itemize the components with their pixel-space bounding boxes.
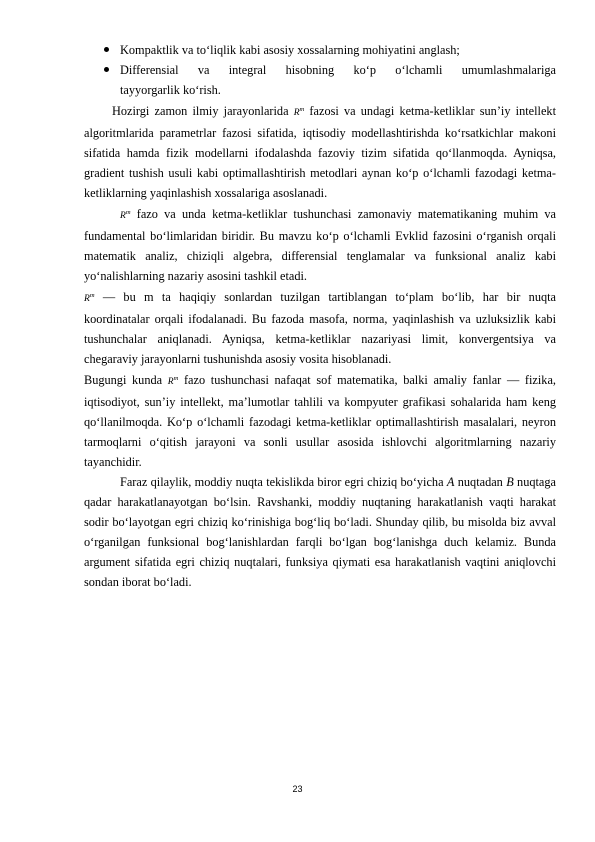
paragraph bbox=[84, 100, 556, 203]
bullet-text-line: tayyorgarlik ko‘rish. bbox=[120, 83, 221, 97]
text-run: Bugungi kunda bbox=[84, 373, 168, 387]
document-body bbox=[84, 40, 556, 592]
math-symbol: R bbox=[293, 108, 300, 118]
math-rm bbox=[84, 294, 95, 304]
math-point-b: B bbox=[506, 475, 514, 489]
math-exponent: m bbox=[173, 375, 179, 382]
math-exponent: m bbox=[125, 209, 131, 216]
text-run: Faraz qilaylik, moddiy nuqta tekislikda biror egri chiziq bo‘yicha bbox=[120, 475, 447, 489]
math-exponent: m bbox=[299, 106, 305, 113]
bullet-dot-icon bbox=[104, 47, 109, 52]
math-symbol: R bbox=[167, 377, 174, 387]
paragraph bbox=[84, 286, 556, 369]
math-rm bbox=[120, 211, 131, 221]
math-symbol: R bbox=[120, 211, 126, 221]
math-exponent: m bbox=[89, 292, 95, 299]
paragraph bbox=[84, 369, 556, 472]
math-rm bbox=[168, 377, 179, 387]
text-run: nuqtadan bbox=[454, 475, 507, 489]
bullet-dot-icon bbox=[104, 67, 109, 72]
text-run: fazosi va undagi ketma-ketliklar sun’iy intellekt algoritmlarida parametrlar fazosi sifatida, iqtisodiy modellashtirishda ko‘rsatkichlar makoni sifatida hamda fizik modellarni ifodalashda fazoviy tizim sifatida qo‘llanmoqda. Ayniqsa, gradient tushish usuli kabi optimallashtirish metodlari aynan ko‘p o‘lchamli fazodagi ketma-ketliklarning yaqinlashish xossalariga asoslanadi. bbox=[84, 104, 556, 200]
paragraph bbox=[84, 472, 556, 592]
bullet-text-line: Differensial va integral hisobning ko‘p o‘lchamli umumlashmalariga bbox=[120, 63, 556, 77]
text-run: fazo va unda ketma-ketliklar tushunchasi zamonaviy matematikaning muhim va fundamental bo‘limlaridan biridir. Bu mavzu ko‘p o‘lchamli Evklid fazosini o‘rganish orqali matematik analiz, chiziqli algebra, differensial tenglamalar va funksional analiz kabi yo‘nalishlarning nazariy asosini tashkil etadi. bbox=[84, 207, 556, 283]
text-run: nuqtaga qadar harakatlanayotgan bo‘lsin. Ravshanki, moddiy nuqtaning harakatlanish vaqti harakat sodir bo‘layotgan egri chiziq ko‘rinishiga bog‘liq bo‘ladi. Shunday qilib, bu misolda biz avval o‘rganilgan funksional bog‘lanishlardan farqli bo‘lgan bog‘lanishga duch kelamiz. Bunda argument sifatida egri chiziq nuqtalari, funksiya qiymati esa harakatlanish vaqtini aniqlovchi sondan iborat bo‘ladi. bbox=[84, 475, 556, 589]
text-run: Hozirgi zamon ilmiy jarayonlarida bbox=[112, 104, 294, 118]
bullet-text: Kompaktlik va to‘liqlik kabi asosiy xossalarning mohiyatini anglash; bbox=[120, 43, 460, 57]
text-run: — bu m ta haqiqiy sonlardan tuzilgan tartiblangan to‘plam bo‘lib, har bir nuqta koordinatalar orqali ifodalanadi. Bu fazoda masofa, norma, yaqinlashish va uzluksizlik kabi tushunchalar aniqlanadi. Ayniqsa, ketma-ketliklar nazariyasi limit, konvergentsiya va chegaraviy jarayonlarni tushunishda asosiy vosita hisoblanadi. bbox=[84, 290, 556, 366]
page-number: 23 bbox=[292, 784, 303, 794]
math-point-a: A bbox=[446, 475, 455, 489]
bullet-list bbox=[84, 40, 556, 100]
paragraph bbox=[84, 203, 556, 286]
text-run: fazo tushunchasi nafaqat sof matematika, balki amaliy fanlar — fizika, iqtisodiyot, sun’iy intellekt, ma’lumotlar tahlili va kompyuter grafikasi sohalarida ham keng qo‘llanilmoqda. Ko‘p o‘lchamli fazodagi ketma-ketliklar optimallashtirish masalalari, neyron tarmoqlarni o‘qitish jarayoni va sonli usullar asosida ishlovchi algoritmlarning nazariy tayanchidir. bbox=[84, 373, 556, 469]
math-symbol: R bbox=[84, 294, 90, 304]
bullet-item bbox=[104, 40, 556, 60]
bullet-item bbox=[104, 60, 556, 100]
math-rm bbox=[294, 108, 305, 118]
